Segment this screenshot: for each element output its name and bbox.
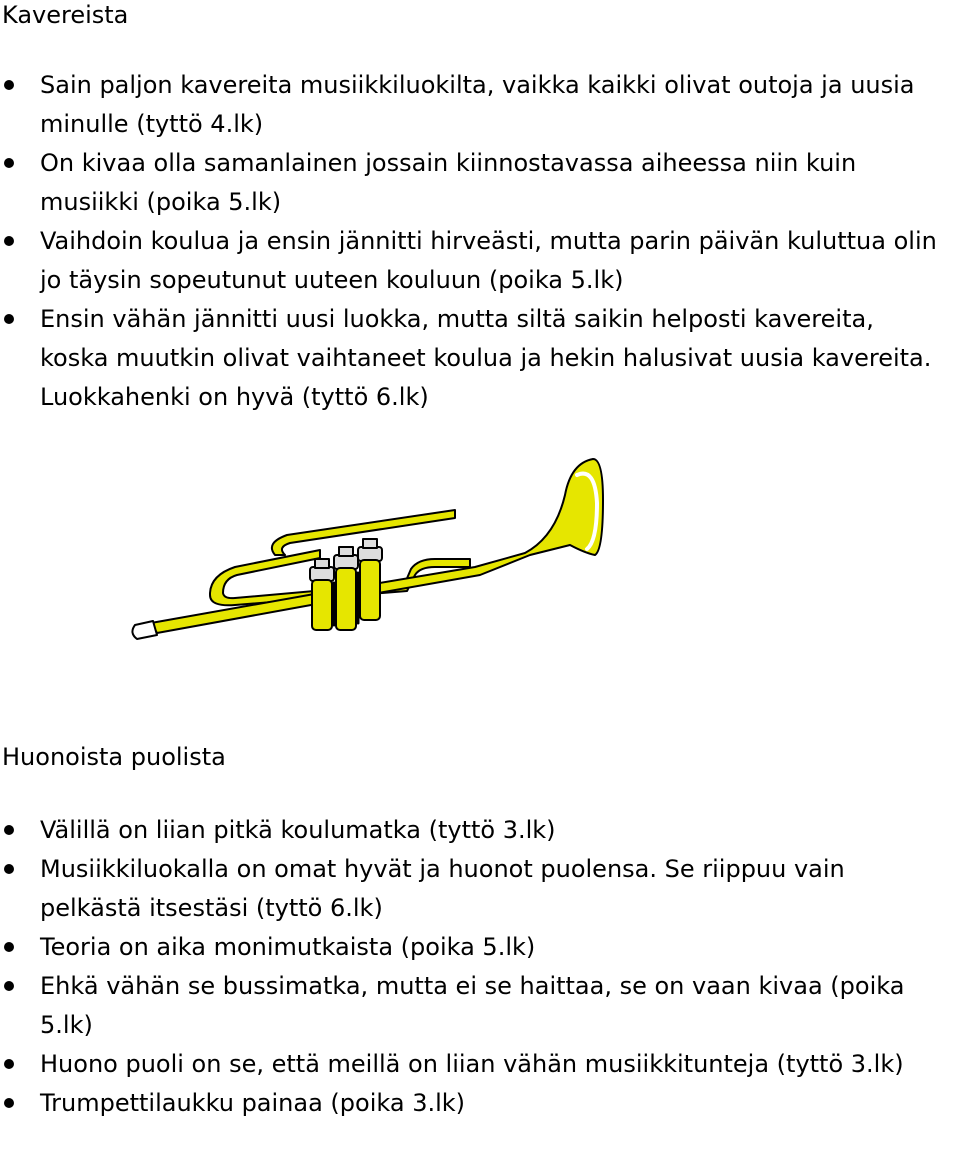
section-title-kavereista: Kavereista [2,1,129,29]
bullet-icon [4,864,14,874]
bullet-icon [4,1098,14,1108]
list-item-text: Sain paljon kavereita musiikkiluokilta, vaikka kaikki olivat outoja ja uusia minulle (tyttö 4.lk) [40,71,915,138]
list-item [0,811,940,850]
trumpet-icon [125,455,605,655]
list-item-text: Ehkä vähän se bussimatka, mutta ei se haittaa, se on vaan kivaa (poika 5.lk) [40,972,905,1039]
bullet-list-kavereista [0,66,940,417]
bullet-icon [4,236,14,246]
list-item-text: Teoria on aika monimutkaista (poika 5.lk) [40,933,536,961]
bullet-icon [4,1059,14,1069]
list-item [0,928,940,967]
list-item-text: Välillä on liian pitkä koulumatka (tyttö 3.lk) [40,816,556,844]
list-item [0,967,940,1045]
bullet-icon [4,158,14,168]
list-item [0,850,940,928]
bullet-icon [4,942,14,952]
list-item [0,1045,940,1084]
list-item [0,144,940,222]
list-item [0,1084,940,1123]
list-item [0,66,940,144]
list-item-text: On kivaa olla samanlainen jossain kiinnostavassa aiheessa niin kuin musiikki (poika 5.lk) [40,149,857,216]
list-item-text: Huono puoli on se, että meillä on liian vähän musiikkitunteja (tyttö 3.lk) [40,1050,904,1078]
list-item-text: Musiikkiluokalla on omat hyvät ja huonot puolensa. Se riippuu vain pelkästä itsestäsi (tyttö 6.lk) [40,855,845,922]
list-item-text: Vaihdoin koulua ja ensin jännitti hirveästi, mutta parin päivän kuluttua olin jo täysin sopeutunut uuteen kouluun (poika 5.lk) [40,227,937,294]
list-item [0,222,940,300]
bullet-icon [4,981,14,991]
list-item-text: Ensin vähän jännitti uusi luokka, mutta siltä saikin helposti kavereita, koska muutkin olivat vaihtaneet koulua ja hekin halusivat uusia kavereita. Luokkahenki on hyvä (tyttö 6.lk) [40,305,932,411]
bullet-icon [4,80,14,90]
bullet-icon [4,825,14,835]
bullet-icon [4,314,14,324]
list-item-text: Trumpettilaukku painaa (poika 3.lk) [40,1089,466,1117]
section-title-huonoista-puolista: Huonoista puolista [2,743,226,771]
list-item [0,300,940,417]
bullet-list-huonoista-puolista [0,811,940,1123]
